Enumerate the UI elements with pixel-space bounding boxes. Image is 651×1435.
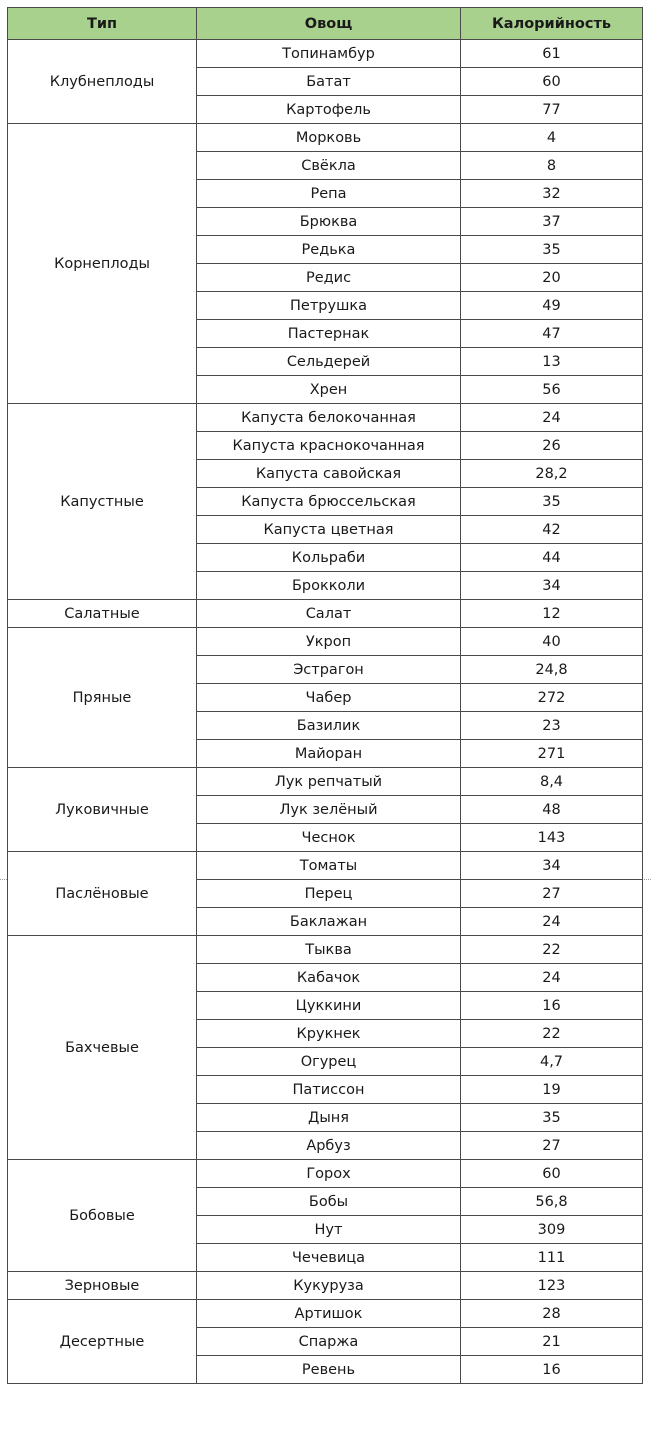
type-cell: Паслёновые	[8, 852, 197, 936]
vegetable-cell: Редька	[197, 236, 461, 264]
vegetable-cell: Ревень	[197, 1356, 461, 1384]
calories-cell: 56,8	[461, 1188, 643, 1216]
vegetable-cell: Кольраби	[197, 544, 461, 572]
calories-cell: 272	[461, 684, 643, 712]
vegetable-cell: Картофель	[197, 96, 461, 124]
vegetable-cell: Пастернак	[197, 320, 461, 348]
calories-cell: 22	[461, 936, 643, 964]
calories-cell: 37	[461, 208, 643, 236]
calories-cell: 13	[461, 348, 643, 376]
table-row	[8, 404, 643, 432]
calories-cell: 8,4	[461, 768, 643, 796]
vegetable-cell: Морковь	[197, 124, 461, 152]
calories-cell: 26	[461, 432, 643, 460]
calories-cell: 44	[461, 544, 643, 572]
table-header	[8, 8, 643, 40]
calories-cell: 12	[461, 600, 643, 628]
vegetable-cell: Свёкла	[197, 152, 461, 180]
table-row	[8, 1300, 643, 1328]
type-cell: Салатные	[8, 600, 197, 628]
calories-cell: 111	[461, 1244, 643, 1272]
vegetable-cell: Эстрагон	[197, 656, 461, 684]
calories-cell: 20	[461, 264, 643, 292]
vegetable-cell: Лук зелёный	[197, 796, 461, 824]
calories-cell: 49	[461, 292, 643, 320]
header-type: Тип	[8, 8, 197, 40]
table-row	[8, 1160, 643, 1188]
calories-cell: 60	[461, 68, 643, 96]
vegetable-cell: Капуста краснокочанная	[197, 432, 461, 460]
type-cell: Бахчевые	[8, 936, 197, 1160]
table-body	[8, 40, 643, 1384]
vegetable-cell: Редис	[197, 264, 461, 292]
vegetable-cell: Спаржа	[197, 1328, 461, 1356]
table-row	[8, 936, 643, 964]
calories-cell: 24	[461, 908, 643, 936]
header-row	[8, 8, 643, 40]
calories-cell: 271	[461, 740, 643, 768]
calories-cell: 28,2	[461, 460, 643, 488]
vegetable-cell: Салат	[197, 600, 461, 628]
calories-cell: 24	[461, 404, 643, 432]
vegetable-cell: Чеснок	[197, 824, 461, 852]
vegetable-cell: Горох	[197, 1160, 461, 1188]
vegetable-cell: Брокколи	[197, 572, 461, 600]
calories-cell: 28	[461, 1300, 643, 1328]
calories-cell: 143	[461, 824, 643, 852]
vegetable-cell: Дыня	[197, 1104, 461, 1132]
vegetable-cell: Бобы	[197, 1188, 461, 1216]
vegetable-cell: Укроп	[197, 628, 461, 656]
vegetable-cell: Патиссон	[197, 1076, 461, 1104]
calories-cell: 4,7	[461, 1048, 643, 1076]
vegetable-cell: Цуккини	[197, 992, 461, 1020]
calories-cell: 22	[461, 1020, 643, 1048]
calories-cell: 16	[461, 1356, 643, 1384]
vegetable-cell: Кабачок	[197, 964, 461, 992]
calories-cell: 47	[461, 320, 643, 348]
vegetable-cell: Петрушка	[197, 292, 461, 320]
type-cell: Зерновые	[8, 1272, 197, 1300]
table-row	[8, 768, 643, 796]
vegetable-cell: Огурец	[197, 1048, 461, 1076]
calories-cell: 309	[461, 1216, 643, 1244]
table-row	[8, 628, 643, 656]
calories-cell: 48	[461, 796, 643, 824]
calories-cell: 61	[461, 40, 643, 68]
vegetable-cell: Чечевица	[197, 1244, 461, 1272]
vegetable-cell: Топинамбур	[197, 40, 461, 68]
calories-cell: 4	[461, 124, 643, 152]
calories-cell: 23	[461, 712, 643, 740]
calories-cell: 27	[461, 880, 643, 908]
calories-cell: 123	[461, 1272, 643, 1300]
vegetable-cell: Репа	[197, 180, 461, 208]
vegetable-cell: Сельдерей	[197, 348, 461, 376]
calories-cell: 42	[461, 516, 643, 544]
table-row	[8, 600, 643, 628]
calories-cell: 56	[461, 376, 643, 404]
calories-cell: 77	[461, 96, 643, 124]
calories-cell: 35	[461, 1104, 643, 1132]
type-cell: Пряные	[8, 628, 197, 768]
vegetable-cell: Батат	[197, 68, 461, 96]
calories-cell: 34	[461, 572, 643, 600]
type-cell: Клубнеплоды	[8, 40, 197, 124]
vegetable-cell: Баклажан	[197, 908, 461, 936]
calories-cell: 27	[461, 1132, 643, 1160]
header-vegetable: Овощ	[197, 8, 461, 40]
vegetable-cell: Капуста белокочанная	[197, 404, 461, 432]
type-cell: Бобовые	[8, 1160, 197, 1272]
table-row	[8, 1272, 643, 1300]
calories-cell: 24,8	[461, 656, 643, 684]
type-cell: Десертные	[8, 1300, 197, 1384]
vegetable-cell: Чабер	[197, 684, 461, 712]
vegetable-cell: Брюква	[197, 208, 461, 236]
calories-cell: 60	[461, 1160, 643, 1188]
vegetable-cell: Нут	[197, 1216, 461, 1244]
type-cell: Корнеплоды	[8, 124, 197, 404]
calories-cell: 19	[461, 1076, 643, 1104]
table-row	[8, 852, 643, 880]
vegetable-cell: Майоран	[197, 740, 461, 768]
calories-cell: 35	[461, 236, 643, 264]
vegetable-cell: Артишок	[197, 1300, 461, 1328]
vegetable-cell: Крукнек	[197, 1020, 461, 1048]
type-cell: Луковичные	[8, 768, 197, 852]
vegetable-cell: Перец	[197, 880, 461, 908]
calories-cell: 34	[461, 852, 643, 880]
vegetable-cell: Капуста брюссельская	[197, 488, 461, 516]
calories-cell: 32	[461, 180, 643, 208]
header-calories: Калорийность	[461, 8, 643, 40]
vegetable-calorie-table	[7, 7, 643, 1384]
calories-cell: 21	[461, 1328, 643, 1356]
calories-cell: 16	[461, 992, 643, 1020]
table-row	[8, 40, 643, 68]
vegetable-cell: Капуста цветная	[197, 516, 461, 544]
vegetable-cell: Кукуруза	[197, 1272, 461, 1300]
vegetable-cell: Базилик	[197, 712, 461, 740]
calories-cell: 8	[461, 152, 643, 180]
vegetable-cell: Тыква	[197, 936, 461, 964]
type-cell: Капустные	[8, 404, 197, 600]
calories-cell: 24	[461, 964, 643, 992]
table-row	[8, 124, 643, 152]
calories-cell: 40	[461, 628, 643, 656]
vegetable-cell: Лук репчатый	[197, 768, 461, 796]
vegetable-cell: Арбуз	[197, 1132, 461, 1160]
vegetable-cell: Капуста савойская	[197, 460, 461, 488]
calories-cell: 35	[461, 488, 643, 516]
vegetable-cell: Томаты	[197, 852, 461, 880]
vegetable-cell: Хрен	[197, 376, 461, 404]
